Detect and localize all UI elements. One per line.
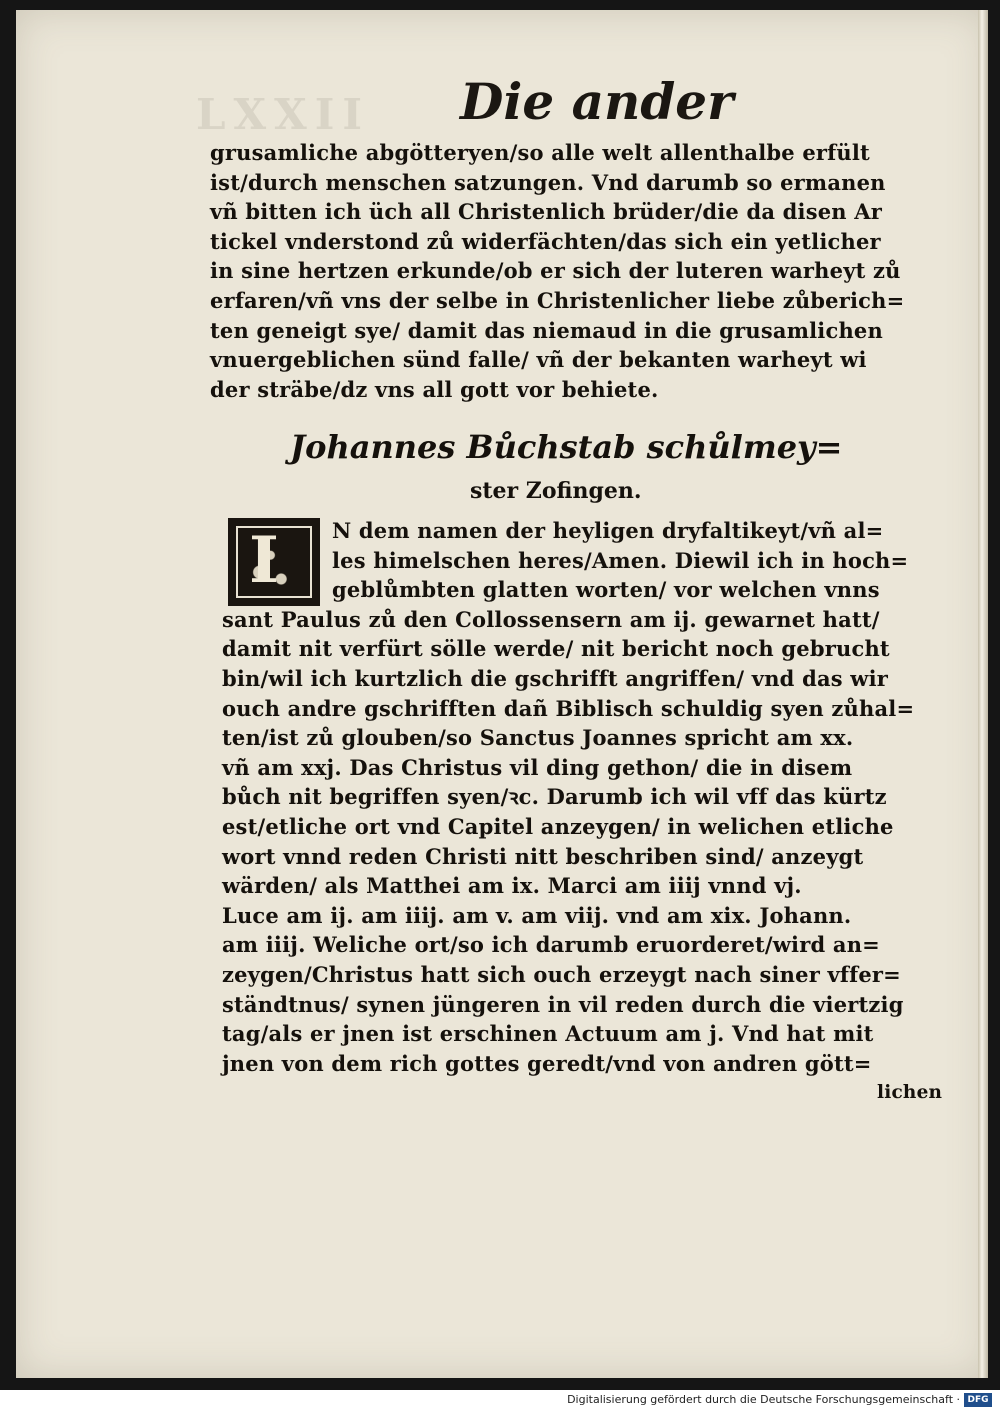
text-line: tickel vnderstond zů widerfächten/das sich ein yetlicher: [210, 228, 881, 254]
text-line: sant Paulus zů den Collossensern am ij. gewarnet hatt/: [222, 606, 880, 632]
page-edge: [978, 10, 988, 1378]
text-line: ist/durch menschen satzungen. Vnd darumb so ermanen: [210, 169, 886, 195]
footer-bar: [0, 1390, 1000, 1411]
text-line: ouch andre gschrifften dañ Biblisch schuldig syen zůhal=: [222, 695, 915, 721]
text-line: bůch nit begriffen syen/ꝛc. Darumb ich wil vff das kürtz: [222, 784, 887, 810]
text-line: ständtnus/ synen jüngeren in vil reden durch die viertzig: [222, 991, 904, 1017]
dfg-logo: DFG: [964, 1393, 992, 1407]
text-line: vñ am xxj. Das Christus vil ding gethon/ die in disem: [222, 754, 853, 780]
text-line: wort vnnd reden Christi nitt beschriben sind/ anzeygt: [222, 843, 864, 869]
top-paragraph: [210, 138, 930, 404]
text-line: grusamliche abgötteryen/so alle welt allenthalbe erfült: [210, 140, 870, 165]
body-paragraph: [222, 516, 942, 1108]
catchword: lichen: [877, 1082, 943, 1104]
text-line: damit nit verfürt sölle werde/ nit bericht noch gebrucht: [222, 636, 890, 662]
text-line: geblůmbten glatten worten/ vor welchen vnns: [332, 577, 880, 603]
text-line: est/etliche ort vnd Capitel anzeygen/ in welichen etliche: [222, 813, 894, 839]
text-line: ten/ist zů glouben/so Sanctus Joannes spricht am xx.: [222, 725, 854, 751]
text-line: jnen von dem rich gottes geredt/vnd von andren gött=: [222, 1050, 872, 1076]
text-line: wärden/ als Matthei am ix. Marci am iiij vnnd vj.: [222, 873, 802, 899]
text-line: N dem namen der heyligen dryfaltikeyt/vñ al=: [332, 518, 884, 543]
funding-credit: Digitalisierung gefördert durch die Deutsche Forschungsgemeinschaft ·: [567, 1393, 960, 1406]
text-line: ten geneigt sye/ damit das niemaud in die grusamlichen: [210, 317, 883, 343]
text-line: in sine hertzen erkunde/ob er sich der luteren warheyt zů: [210, 258, 901, 284]
text-line: zeygen/Christus hatt sich ouch erzeygt nach siner vffer=: [222, 961, 901, 987]
text-line: erfaren/vñ vns der selbe in Christenlicher liebe zůberich=: [210, 287, 905, 313]
initial-letter: I: [249, 523, 279, 598]
text-line: am iiij. Weliche ort/so ich darumb eruorderet/wird an=: [222, 932, 880, 958]
text-line: tag/als er jnen ist erschinen Actuum am j. Vnd hat mit: [222, 1021, 874, 1047]
running-head: Die ander: [460, 72, 734, 131]
text-line: der sträbe/dz vns all gott vor behiete.: [210, 376, 659, 402]
section-subheading: ster Zofingen.: [470, 478, 642, 504]
text-line: Luce am ij. am iiij. am v. am viij. vnd am xix. Johann.: [222, 902, 852, 928]
text-line: bin/wil ich kurtzlich die gschrifft angriffen/ vnd das wir: [222, 665, 889, 691]
text-line: vnuergeblichen sünd falle/ vñ der bekanten warheyt wi: [210, 347, 867, 373]
section-heading: Johannes Bůchstab schůlmey=: [290, 428, 843, 466]
bleed-through-folio: LXXII: [196, 90, 370, 139]
text-line: les himelschen heres/Amen. Diewil ich in hoch=: [332, 547, 909, 573]
text-line: vñ bitten ich üch all Christenlich brüder/die da disen Ar: [210, 199, 883, 225]
